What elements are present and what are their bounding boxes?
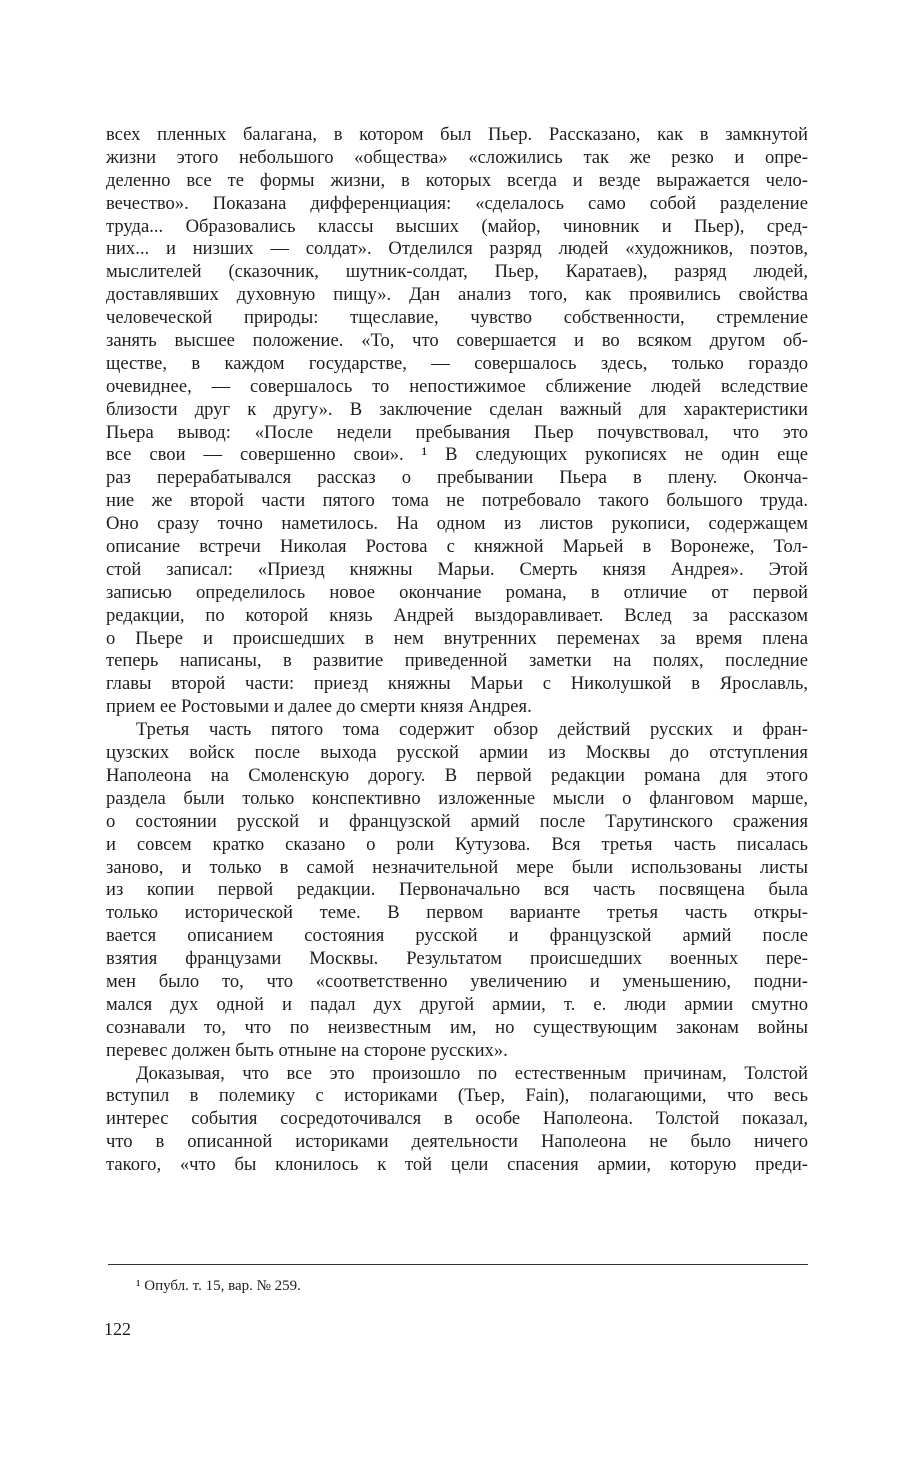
text-line: близости друг к другу». В заключение сделан важный для характеристики (106, 398, 808, 420)
text-line: из копии первой редакции. Первоначально вся часть посвящена была (106, 879, 808, 901)
text-line: Третья часть пятого тома содержит обзор действий русских и фран- (136, 719, 808, 741)
text-line: о состоянии русской и французской армий после Тарутинского сражения (106, 810, 808, 832)
text-line: очевиднее, — совершалось то непостижимое сближение людей вследствие (106, 375, 808, 397)
text-line: интерес события сосредоточивался в особе Наполеона. Толстой показал, (106, 1108, 808, 1130)
text-line: и совсем кратко сказано о роли Кутузова. Вся третья часть писалась (106, 833, 808, 855)
text-line: о Пьере и происшедших в нем внутренних переменах за время плена (106, 627, 808, 649)
text-line: стой записал: «Приезд княжны Марьи. Смерть князя Андрея». Этой (106, 558, 808, 580)
text-line: цузских войск после выхода русской армии из Москвы до отступления (106, 742, 808, 764)
text-line: жизни этого небольшого «общества» «сложились так же резко и опре- (106, 146, 808, 168)
text-line: вступил в полемику с историками (Тьер, Fain), полагающими, что весь (106, 1085, 808, 1107)
text-line: мен было то, что «соответственно увеличению и уменьшению, подни- (106, 970, 808, 992)
text-line: доставлявших духовную пищу». Дан анализ того, как проявились свойства (106, 284, 808, 306)
text-line: все свои — совершенно свои». ¹ В следующих рукописях не один еще (106, 444, 808, 466)
text-line: деленно все те формы жизни, в которых всегда и везде выражается чело- (106, 169, 808, 191)
text-line: Доказывая, что все это произошло по естественным причинам, Толстой (136, 1062, 808, 1084)
text-line: редакции, по которой князь Андрей выздоравливает. Вслед за рассказом (106, 604, 808, 626)
text-line: человеческой природы: тщеславие, чувство собственности, стремление (106, 307, 808, 329)
text-line: только исторической теме. В первом варианте третья часть откры- (106, 902, 808, 924)
text-line: описание встречи Николая Ростова с княжной Марьей в Воронеже, Тол- (106, 536, 808, 558)
text-line: раз перерабатывался рассказ о пребывании Пьера в плену. Оконча- (106, 467, 808, 489)
footnote: ¹ Опубл. т. 15, вар. № 259. (136, 1278, 301, 1294)
body-text (106, 124, 808, 1177)
text-line: перевес должен быть отныне на стороне русских». (106, 1039, 508, 1061)
text-line: вается описанием состояния русской и французской армий после (106, 925, 808, 947)
text-line: Пьера вывод: «После недели пребывания Пьер почувствовал, что это (106, 421, 808, 443)
text-line: взятия французами Москвы. Результатом происшедших военных пере- (106, 948, 808, 970)
text-line: ние же второй части пятого тома не потребовало такого большого труда. (106, 490, 808, 512)
text-line: занять высшее положение. «То, что совершается и во всяком другом об- (106, 330, 808, 352)
text-line: вечество». Показана дифференциация: «сделалось само собой разделение (106, 192, 808, 214)
text-line: теперь написаны, в развитие приведенной заметки на полях, последние (106, 650, 808, 672)
text-line: сознавали то, что по неизвестным им, но существующим законам войны (106, 1016, 808, 1038)
text-line: всех пленных балагана, в котором был Пьер. Рассказано, как в замкнутой (106, 124, 808, 145)
text-line: что в описанной историками деятельности Наполеона не было ничего (106, 1131, 808, 1153)
text-line: главы второй части: приезд княжны Марьи с Николушкой в Ярославль, (106, 673, 808, 695)
footnote-divider (108, 1264, 808, 1265)
text-line: мался дух одной и падал дух другой армии, т. е. люди армии смутно (106, 993, 808, 1015)
text-line: труда... Образовались классы высших (майор, чиновник и Пьер), сред- (106, 215, 808, 237)
text-line: прием ее Ростовыми и далее до смерти князя Андрея. (106, 696, 532, 718)
text-line: Наполеона на Смоленскую дорогу. В первой редакции романа для этого (106, 764, 808, 786)
text-line: раздела были только конспективно изложенные мысли о фланговом марше, (106, 787, 808, 809)
text-line: такого, «что бы клонилось к той цели спасения армии, которую преди- (106, 1154, 808, 1176)
page-number: 122 (104, 1319, 131, 1339)
text-line: заново, и только в самой незначительной мере были использованы листы (106, 856, 808, 878)
text-line: записью определилось новое окончание романа, в отличие от первой (106, 581, 808, 603)
text-line: мыслителей (сказочник, шутник-солдат, Пьер, Каратаев), разряд людей, (106, 261, 808, 283)
text-line: Оно сразу точно наметилось. На одном из листов рукописи, содержащем (106, 513, 808, 535)
text-line: ществе, в каждом государстве, — совершалось здесь, только гораздо (106, 352, 808, 374)
text-line: них... и низших — солдат». Отделился разряд людей «художников, поэтов, (106, 238, 808, 260)
